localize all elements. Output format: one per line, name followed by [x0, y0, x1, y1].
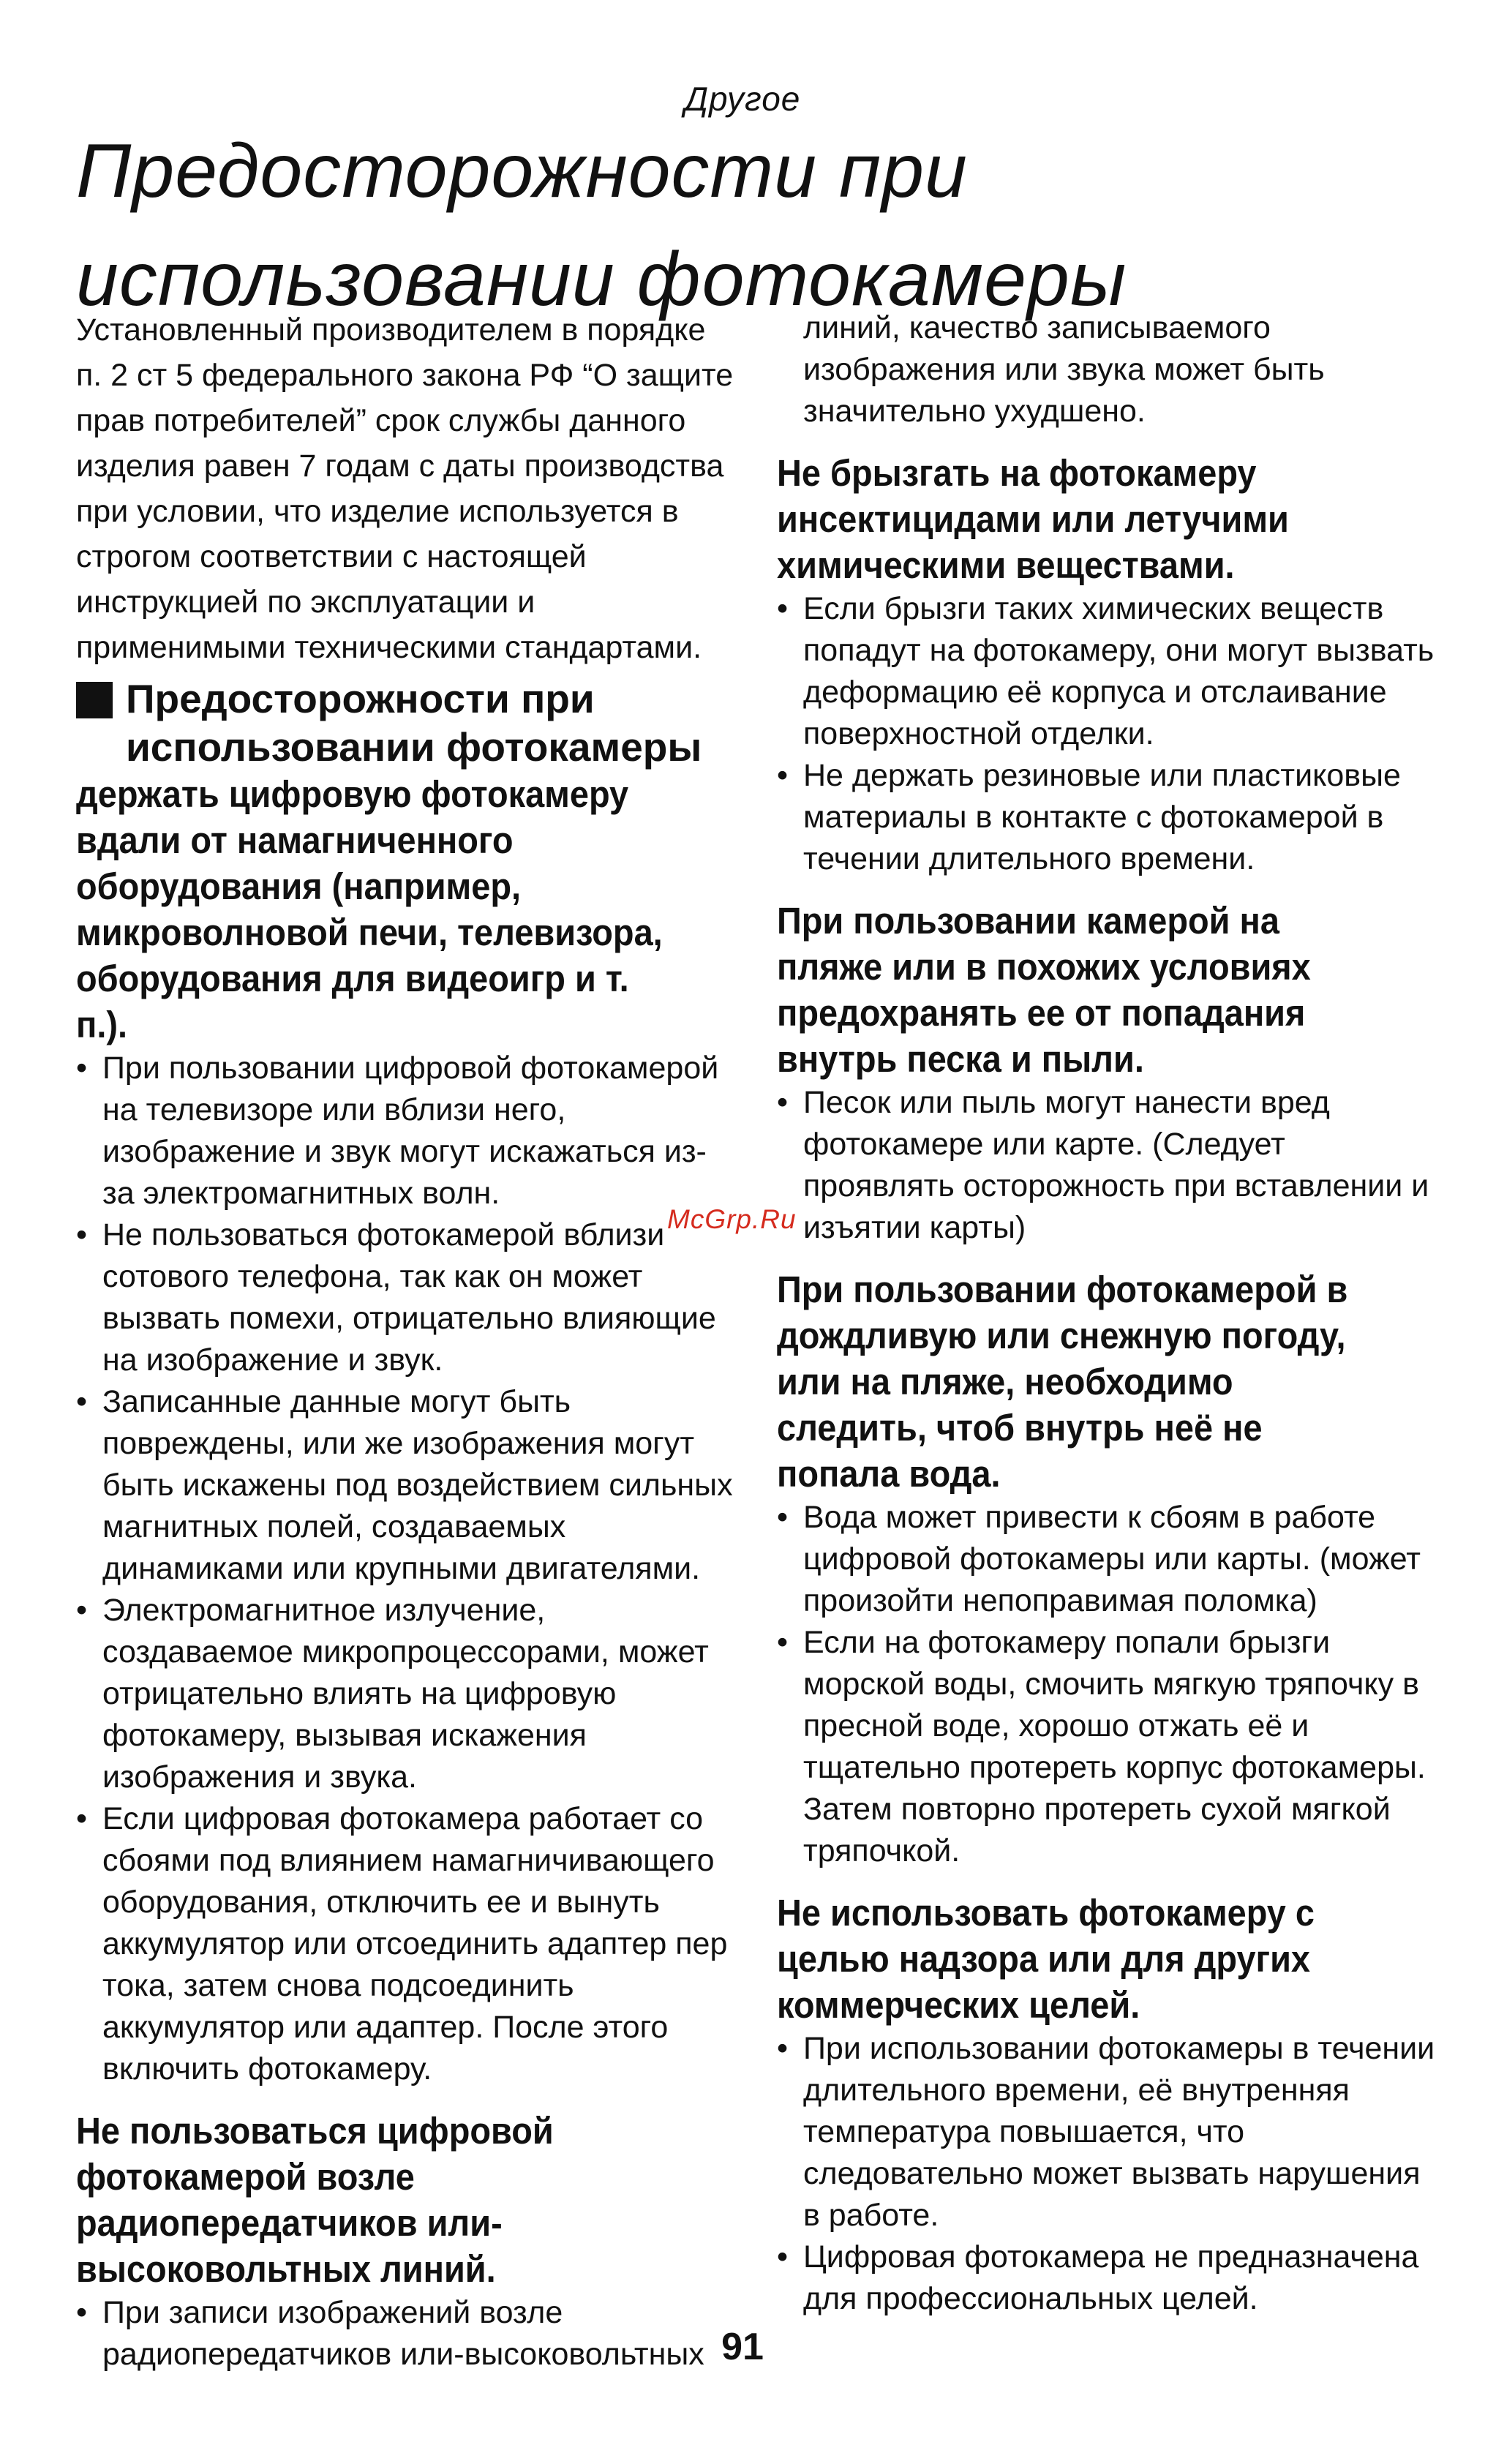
radio-transmitters-heading: Не пользоваться цифровой фотокамерой возле радиопередатчиков или-высоковольтных линий.: [76, 2110, 554, 2290]
page-title: Предосторожности при использовании фотокамеры: [76, 129, 1127, 322]
list-item: • Электромагнитное излучение, создаваемое микропроцессорами, может отрицательно влиять на цифровую фотокамеру, вызывая искажения изображения и звука.: [76, 1590, 734, 1798]
right-column: [777, 307, 1435, 2320]
intro-paragraph: Установленный производителем в порядке п. 2 ст 5 федерального закона РФ “О защите прав потребителей” срок службы данного изделия равен 7 годам с даты производства при условии, что изделие используется в строгом соответствии с настоящей инструкцией по эксплуатации и применимыми техническими стандартами.: [76, 312, 734, 665]
beach-sand-list: [777, 1082, 1435, 1249]
magnetic-equipment-heading: держать цифровую фотокамеру вдали от намагниченного оборудования (например, микроволновой печи, телевизора, оборудования для видеоигр и т. п.).: [76, 773, 663, 1045]
water-heading: При пользовании фотокамерой в дождливую или снежную погоду, или на пляже, необходимо следить, чтоб внутрь неё не попала вода.: [777, 1269, 1348, 1495]
commercial-use-heading: Не использовать фотокамеру с целью надзора или для других коммерческих целей.: [777, 1892, 1315, 2026]
commercial-use-list: [777, 2028, 1435, 2320]
continuation-paragraph: линий, качество записываемого изображения или звука может быть значительно ухудшено.: [803, 310, 1325, 429]
section-heading-text: Предосторожности при использовании фотокамеры: [126, 676, 702, 770]
list-item: • Если брызги таких химических веществ попадут на фотокамеру, они могут вызвать деформацию её корпуса и отслаивание поверхностной отделки.: [777, 588, 1435, 755]
list-item: • При использовании фотокамеры в течении длительного времени, её внутренняя температура повышается, что следовательно может вызвать нарушения в работе.: [777, 2028, 1435, 2236]
chemicals-heading: Не брызгать на фотокамеру инсектицидами или летучими химическими веществами.: [777, 452, 1289, 586]
list-item: • Если на фотокамеру попали брызги морской воды, смочить мягкую тряпочку в пресной воде, хорошо отжать её и тщательно протереть корпус фотокамеры. Затем повторно протереть сухой мягкой тряпочкой.: [777, 1622, 1435, 1872]
list-item: • Не держать резиновые или пластиковые материалы в контакте с фотокамерой в течении длительного времени.: [777, 755, 1435, 880]
list-item: • При пользовании цифровой фотокамерой на телевизоре или вблизи него, изображение и звук могут искажаться из-за электромагнитных волн.: [76, 1048, 734, 1214]
water-list: [777, 1497, 1435, 1872]
list-item: • Вода может привести к сбоям в работе цифровой фотокамеры или карты. (может произойти непоправимая поломка): [777, 1497, 1435, 1622]
list-item: • Если цифровая фотокамера работает со сбоями под влиянием намагничивающего оборудования, отключить ее и вынуть аккумулятор или отсоединить адаптер пер тока, затем снова подсоединить аккумулятор или адаптер. После этого включить фотокамеру.: [76, 1798, 734, 2090]
left-column: [76, 307, 734, 2375]
square-bullet-icon: [76, 682, 113, 718]
section-heading: [76, 675, 734, 771]
beach-sand-heading: При пользовании камерой на пляже или в похожих условиях предохранять ее от попадания внутрь песка и пыли.: [777, 900, 1311, 1080]
magnetic-equipment-list: [76, 1048, 734, 2090]
page-number: 91: [721, 2326, 764, 2368]
list-item: • Песок или пыль могут нанести вред фотокамере или карте. (Следует проявлять осторожность при вставлении и изъятии карты): [777, 1082, 1435, 1249]
list-item: • Цифровая фотокамера не предназначена для профессиональных целей.: [777, 2236, 1435, 2320]
section-label: Другое: [684, 80, 801, 118]
list-item: • Не пользоваться фотокамерой вблизи сотового телефона, так как он может вызвать помехи, отрицательно влияющие на изображение и звук.: [76, 1214, 734, 1381]
watermark-link[interactable]: McGrp.Ru: [667, 1204, 797, 1234]
list-item: • При записи изображений возле радиопередатчиков или-высоковольтных: [76, 2292, 734, 2375]
chemicals-list: [777, 588, 1435, 880]
list-item: • Записанные данные могут быть повреждены, или же изображения могут быть искажены под воздействием сильных магнитных полей, создаваемых динамиками или крупными двигателями.: [76, 1381, 734, 1590]
